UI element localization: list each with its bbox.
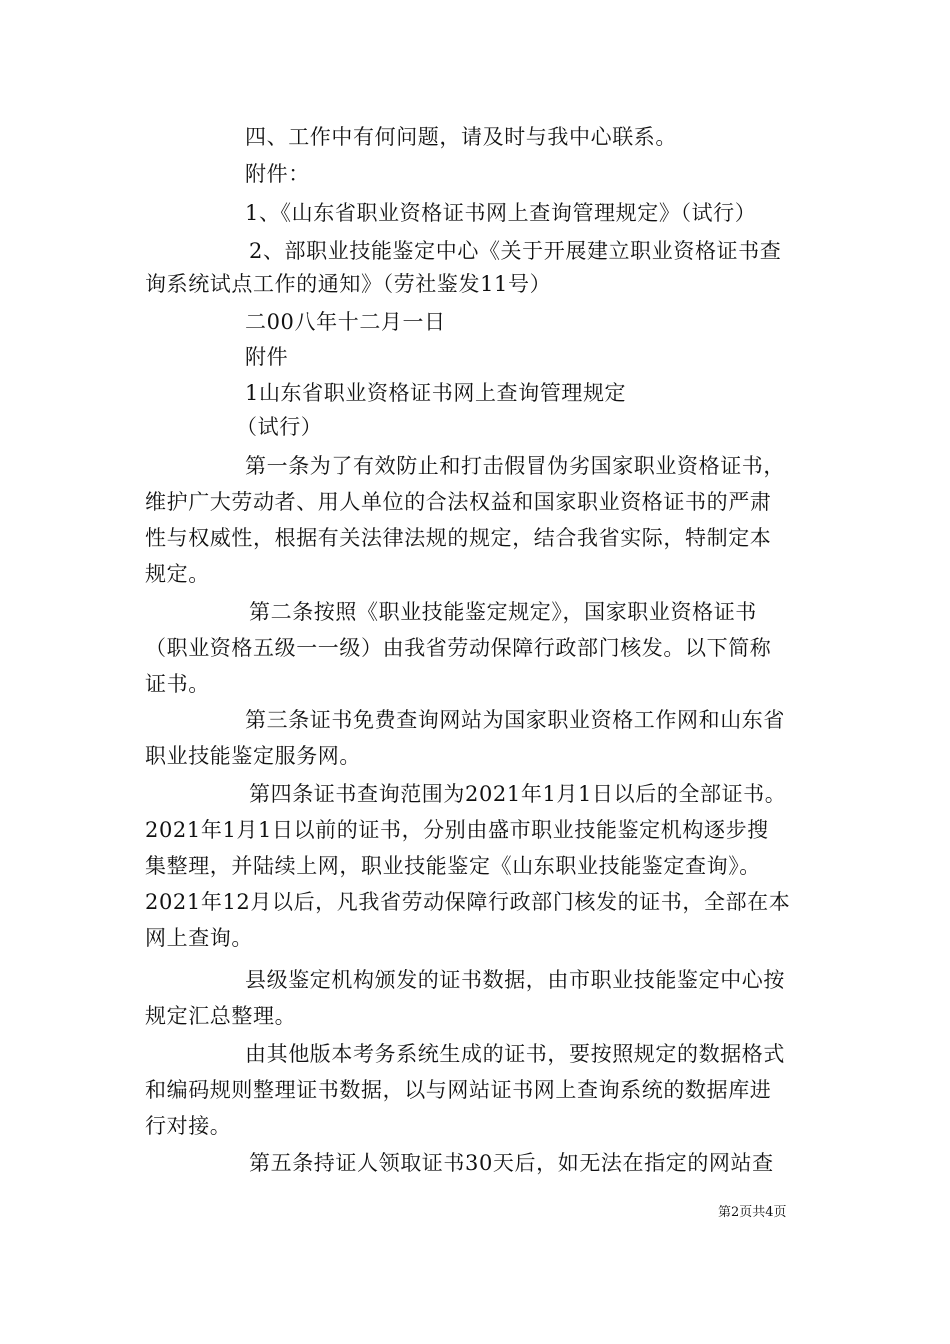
text-line: 附件 (245, 345, 289, 369)
text-line: 第二条按照《职业技能鉴定规定》，国家职业资格证书 (249, 600, 757, 624)
text-line: 行对接。 (145, 1114, 232, 1138)
text-line: 性与权威性，根据有关法律法规的规定，结合我省实际，特制定本 (145, 526, 772, 550)
text-line: 集整理，并陆续上网，职业技能鉴定《山东职业技能鉴定查询》。 (145, 854, 761, 878)
text-line: 县级鉴定机构颁发的证书数据，由市职业技能鉴定中心按 (245, 968, 785, 992)
text-line: 网上查询。 (145, 926, 253, 950)
text-line: 1、《山东省职业资格证书网上查询管理规定》（试行） (245, 201, 757, 225)
text-line: 维护广大劳动者、用人单位的合法权益和国家职业资格证书的严肃 (145, 490, 772, 514)
text-line: 第三条证书免费查询网站为国家职业资格工作网和山东省 (245, 708, 785, 732)
text-line: 附件： (245, 162, 310, 186)
text-line: 四、工作中有何问题，请及时与我中心联系。 (245, 125, 677, 149)
text-line: 职业技能鉴定服务网。 (145, 744, 361, 768)
text-line: 2021年1月1日以前的证书，分别由盛市职业技能鉴定机构逐步搜 (145, 818, 769, 842)
text-line: 2、部职业技能鉴定中心《关于开展建立职业资格证书查 (249, 239, 782, 263)
text-line: 第五条持证人领取证书30天后，如无法在指定的网站查 (249, 1151, 774, 1175)
text-line: 1山东省职业资格证书网上查询管理规定 (245, 381, 627, 405)
text-line: 和编码规则整理证书数据，以与网站证书网上查询系统的数据库进 (145, 1078, 772, 1102)
text-line: （试行） (236, 415, 323, 439)
text-line: 第四条证书查询范围为2021年1月1日以后的全部证书。 (249, 782, 787, 806)
text-line: 由其他版本考务系统生成的证书，要按照规定的数据格式 (245, 1042, 785, 1066)
text-line: 证书。 (145, 672, 210, 696)
text-line: 第一条为了有效防止和打击假冒伪劣国家职业资格证书， (245, 454, 785, 478)
text-line: 规定汇总整理。 (145, 1004, 297, 1028)
page-number-footer: 第2页共4页 (718, 1205, 787, 1220)
text-line: 2021年12月以后，凡我省劳动保障行政部门核发的证书，全部在本 (145, 890, 791, 914)
text-line: 询系统试点工作的通知》（劳社鉴发11号） (145, 272, 552, 296)
text-line: 二00八年十二月一日 (245, 310, 446, 334)
text-line: 规定。 (145, 562, 210, 586)
text-line: （职业资格五级一一级）由我省劳动保障行政部门核发。以下简称 (145, 636, 772, 660)
